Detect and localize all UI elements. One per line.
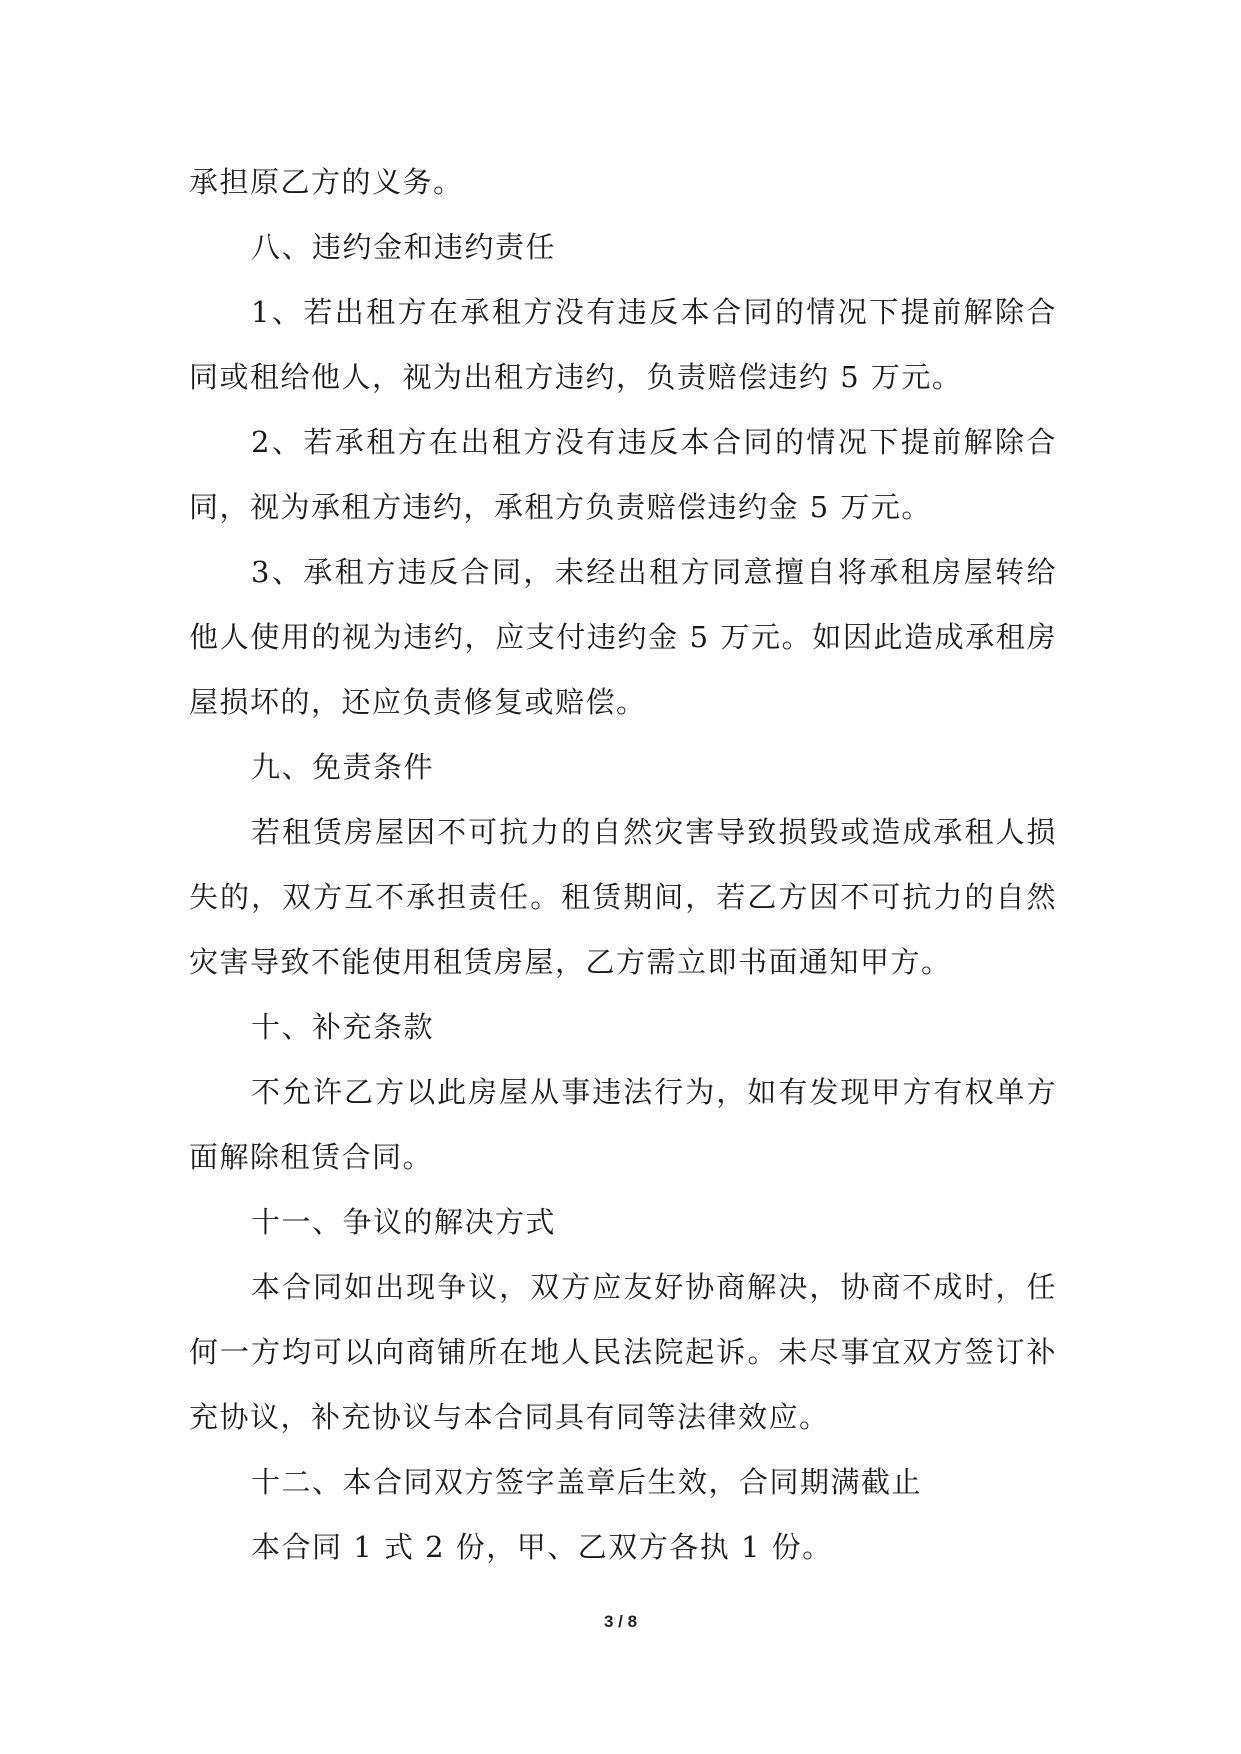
section-heading-breach: 八、违约金和违约责任 xyxy=(251,230,557,264)
section-heading-exemption: 九、免责条件 xyxy=(251,750,435,784)
document-body xyxy=(189,150,1057,1580)
section-heading-supplementary: 十、补充条款 xyxy=(251,1010,435,1044)
page-number: 3 / 8 xyxy=(603,1612,638,1631)
clause-breach-3: 3、承租方违反合同，未经出租方同意擅自将承租房屋转给他人使用的视为违约，应支付违约金 5 万元。如因此造成承租房屋损坏的，还应负责修复或赔偿。 xyxy=(189,555,1057,719)
section-heading-effective: 十二、本合同双方签字盖章后生效，合同期满截止 xyxy=(251,1465,923,1499)
clause-breach-2: 2、若承租方在出租方没有违反本合同的情况下提前解除合同，视为承租方违约，承租方负责赔偿违约金 5 万元。 xyxy=(189,425,1057,524)
clause-copies: 本合同 1 式 2 份，甲、乙双方各执 1 份。 xyxy=(251,1530,833,1564)
clause-dispute: 本合同如出现争议，双方应友好协商解决，协商不成时，任何一方均可以向商铺所在地人民法院起诉。未尽事宜双方签订补充协议，补充协议与本合同具有同等法律效应。 xyxy=(189,1270,1057,1434)
section-heading-dispute: 十一、争议的解决方式 xyxy=(251,1205,557,1239)
paragraph-continuation: 承担原乙方的义务。 xyxy=(189,165,464,199)
clause-exemption: 若租赁房屋因不可抗力的自然灾害导致损毁或造成承租人损失的，双方互不承担责任。租赁期间，若乙方因不可抗力的自然灾害导致不能使用租赁房屋，乙方需立即书面通知甲方。 xyxy=(189,815,1057,979)
clause-supplementary: 不允许乙方以此房屋从事违法行为，如有发现甲方有权单方面解除租赁合同。 xyxy=(189,1075,1057,1174)
clause-breach-1: 1、若出租方在承租方没有违反本合同的情况下提前解除合同或租给他人，视为出租方违约，负责赔偿违约 5 万元。 xyxy=(189,295,1057,394)
